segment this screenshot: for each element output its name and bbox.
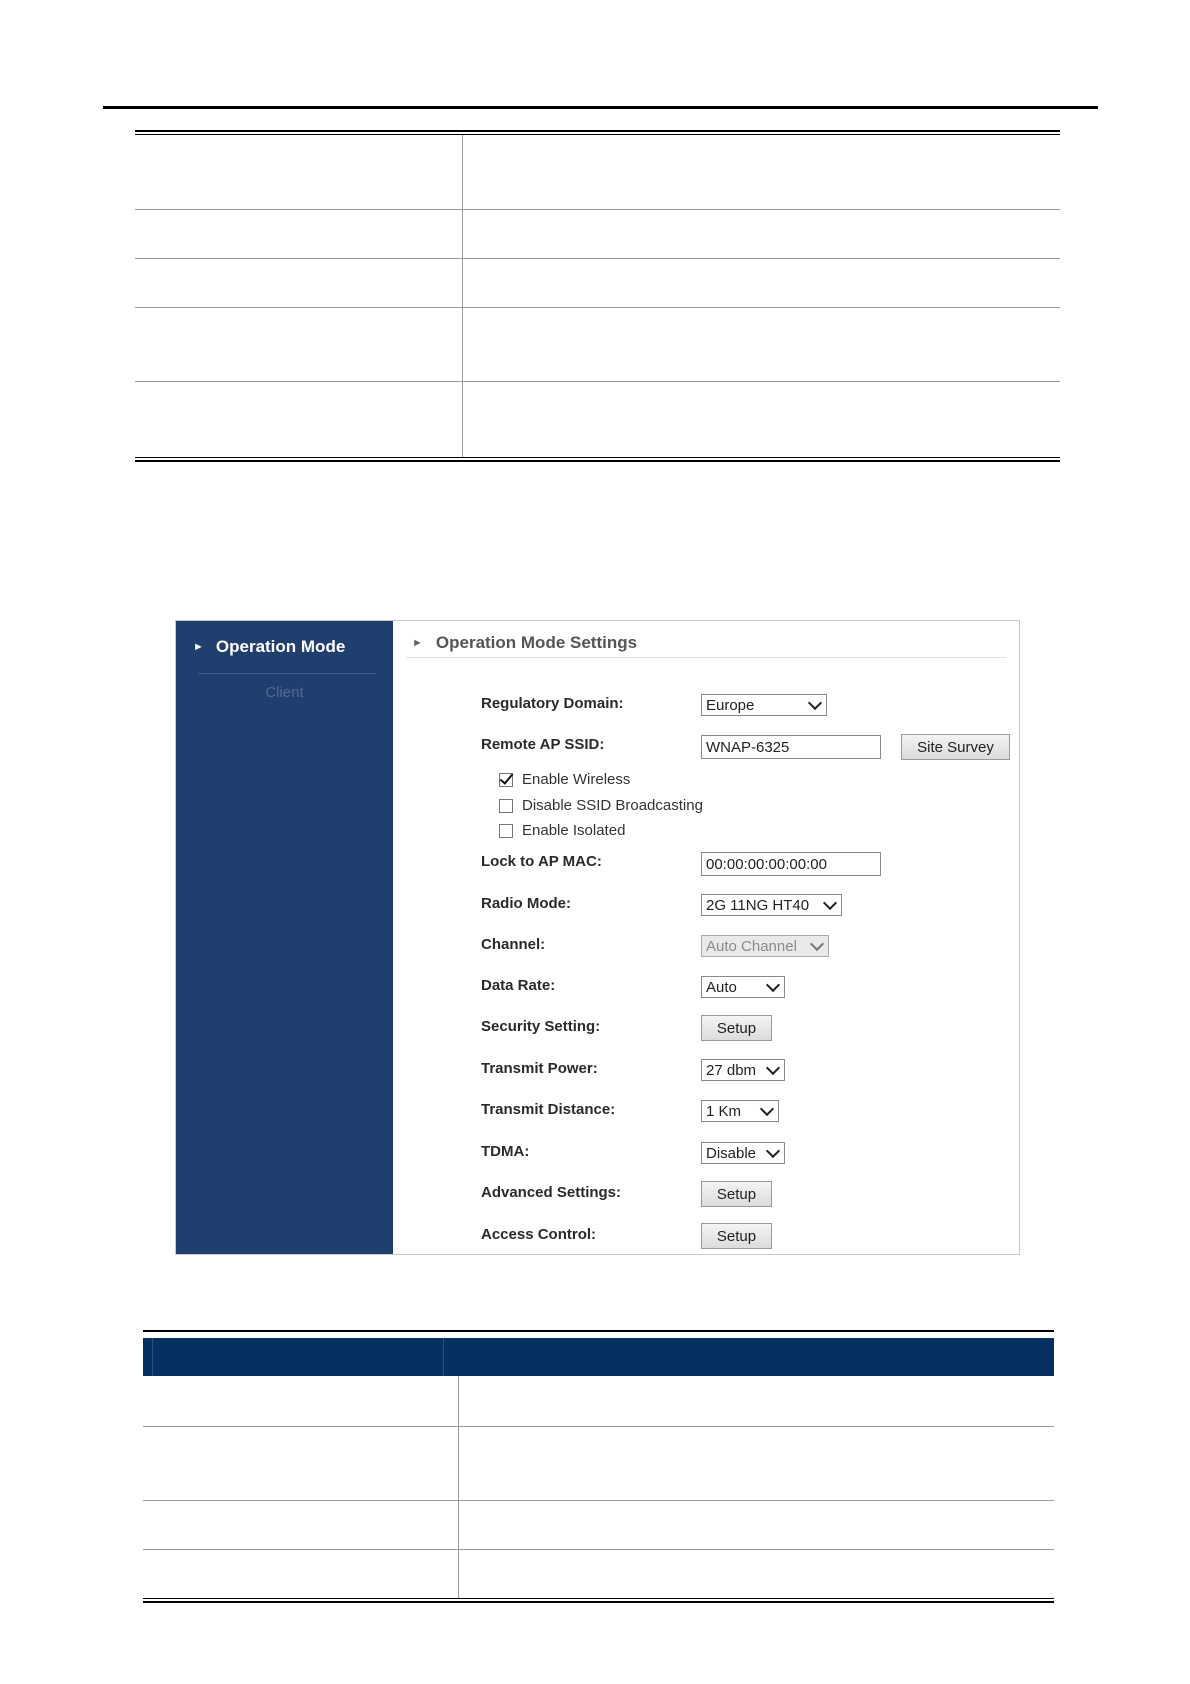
upper-table-bottom-rule-2	[135, 460, 1060, 462]
regulatory-domain-value: Europe	[706, 696, 755, 714]
transmit-distance-value: 1 Km	[706, 1102, 742, 1120]
table-cell	[462, 381, 1060, 457]
table-cell	[462, 258, 1060, 307]
disable-ssid-broadcasting-checkbox[interactable]	[499, 799, 513, 813]
table-cell	[135, 381, 462, 457]
enable-isolated-label: Enable Isolated	[522, 822, 626, 839]
upper-table	[135, 135, 1060, 457]
enable-isolated-option	[499, 822, 625, 839]
lower-table-top-rule	[143, 1330, 1054, 1332]
advanced-settings-label: Advanced Settings:	[481, 1184, 622, 1201]
table-cell	[135, 258, 462, 307]
enable-isolated-checkbox[interactable]	[499, 824, 513, 838]
triangle-right-icon: ►	[193, 641, 204, 653]
transmit-power-select[interactable]	[701, 1059, 785, 1081]
table-row	[135, 135, 1060, 209]
data-rate-select[interactable]	[701, 976, 785, 998]
access-control-label: Access Control:	[481, 1226, 597, 1243]
radio-mode-value: 2G 11NG HT40	[706, 896, 810, 914]
upper-table-top-rule	[135, 130, 1060, 132]
table-cell	[143, 1376, 458, 1426]
transmit-distance-label: Transmit Distance:	[481, 1101, 616, 1118]
radio-mode-label: Radio Mode:	[481, 895, 571, 912]
table-row	[143, 1426, 1054, 1500]
radio-mode-select[interactable]	[701, 894, 842, 916]
regulatory-domain-label: Regulatory Domain:	[481, 695, 624, 712]
tdma-label: TDMA:	[481, 1143, 530, 1160]
disable-ssid-broadcasting-option	[499, 797, 703, 814]
chevron-down-icon	[823, 895, 837, 909]
header-divider	[152, 1338, 153, 1376]
sidebar-heading-label: Operation Mode	[215, 637, 346, 656]
table-cell	[143, 1500, 458, 1549]
lock-to-ap-mac-input[interactable]	[701, 852, 881, 876]
chevron-down-icon	[808, 695, 822, 709]
data-rate-label: Data Rate:	[481, 977, 556, 994]
table-cell	[143, 1426, 458, 1500]
channel-label: Channel:	[481, 936, 546, 953]
lower-table-bottom-rule-2	[143, 1601, 1054, 1603]
site-survey-button[interactable]: Site Survey	[901, 734, 1010, 760]
chevron-down-icon	[766, 1060, 780, 1074]
remote-ap-ssid-input[interactable]	[701, 735, 881, 759]
page-header-rule	[103, 106, 1098, 109]
transmit-power-value: 27 dbm	[706, 1061, 757, 1079]
chevron-down-icon	[766, 977, 780, 991]
lock-to-ap-mac-value: 00:00:00:00:00:00	[706, 855, 827, 873]
table-cell	[135, 307, 462, 381]
channel-select	[701, 935, 829, 957]
table-row	[135, 307, 1060, 381]
table-row	[135, 381, 1060, 457]
transmit-power-label: Transmit Power:	[481, 1060, 598, 1077]
triangle-right-icon: ►	[412, 637, 423, 649]
section-header	[406, 629, 1006, 658]
operation-mode-screenshot	[175, 620, 1020, 1255]
table-row	[135, 258, 1060, 307]
remote-ap-ssid-value: WNAP-6325	[706, 738, 790, 756]
table-cell	[458, 1500, 1054, 1549]
sidebar	[176, 621, 393, 1254]
sidebar-heading[interactable]	[193, 637, 383, 657]
tdma-select[interactable]	[701, 1142, 785, 1164]
header-divider	[443, 1338, 444, 1376]
tdma-value: Disable	[706, 1144, 757, 1162]
sidebar-divider	[198, 673, 376, 674]
advanced-setup-button[interactable]: Setup	[701, 1181, 772, 1207]
table-row	[143, 1549, 1054, 1598]
lower-table-header	[143, 1338, 1054, 1376]
table-row	[143, 1500, 1054, 1549]
table-row	[143, 1376, 1054, 1426]
section-title: Operation Mode Settings	[435, 633, 638, 652]
sidebar-item-client[interactable]: Client	[265, 684, 304, 701]
channel-value: Auto Channel	[706, 937, 797, 955]
data-rate-value: Auto	[706, 978, 737, 996]
table-cell	[143, 1549, 458, 1598]
table-cell	[458, 1549, 1054, 1598]
enable-wireless-checkbox[interactable]	[499, 773, 513, 787]
security-setting-label: Security Setting:	[481, 1018, 601, 1035]
lower-table-bottom-rule	[143, 1598, 1054, 1599]
table-cell	[135, 135, 462, 209]
enable-wireless-label: Enable Wireless	[522, 771, 631, 788]
lower-table	[143, 1376, 1054, 1598]
table-cell	[458, 1376, 1054, 1426]
chevron-down-icon	[810, 936, 824, 950]
table-row	[135, 209, 1060, 258]
table-cell	[462, 307, 1060, 381]
table-cell	[458, 1426, 1054, 1500]
enable-wireless-option	[499, 771, 630, 788]
table-cell	[135, 209, 462, 258]
regulatory-domain-select[interactable]	[701, 694, 827, 716]
lock-to-ap-mac-label: Lock to AP MAC:	[481, 853, 602, 870]
upper-table-bottom-rule	[135, 457, 1060, 458]
transmit-distance-select[interactable]	[701, 1100, 779, 1122]
disable-ssid-broadcasting-label: Disable SSID Broadcasting	[522, 797, 703, 814]
chevron-down-icon	[766, 1143, 780, 1157]
remote-ap-ssid-label: Remote AP SSID:	[481, 736, 605, 753]
table-cell	[462, 209, 1060, 258]
table-cell	[462, 135, 1060, 209]
security-setup-button[interactable]: Setup	[701, 1015, 772, 1041]
access-control-setup-button[interactable]: Setup	[701, 1223, 772, 1249]
chevron-down-icon	[760, 1101, 774, 1115]
